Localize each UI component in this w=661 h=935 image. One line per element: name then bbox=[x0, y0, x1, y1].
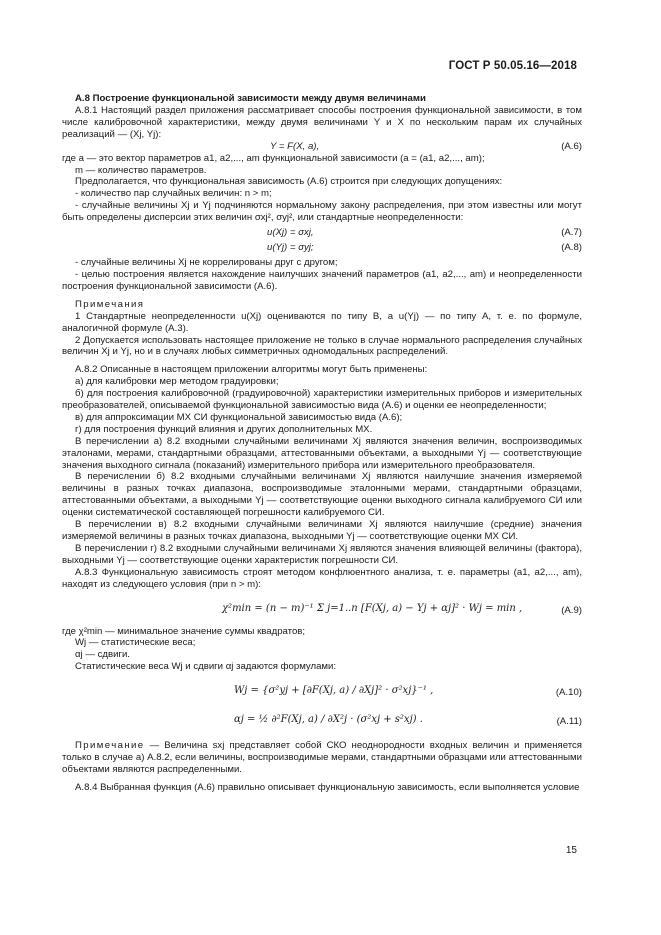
equation-a11-formula: αj = ½ ∂²F(Xj, a) / ∂X²j · (σ²xj + s²xj) . bbox=[234, 714, 423, 726]
equation-a6 bbox=[62, 141, 582, 153]
paragraph-chi: где χ²min — минимальное значение суммы квадратов; bbox=[62, 625, 306, 637]
single-note-label: Примечание bbox=[75, 740, 145, 752]
paragraph-shifts: αj — сдвиги. bbox=[75, 649, 130, 661]
note-1: 1 Стандартные неопределенности u(Xj) оцениваются по типу В, а u(Yj) — по типу А, т. е. по формуле, аналогичной формуле (А.3). bbox=[62, 310, 582, 334]
single-note bbox=[62, 740, 582, 776]
equation-a11-number: (А.11) bbox=[556, 716, 582, 728]
list-item-count: - количество пар случайных величин: n > m; bbox=[75, 188, 272, 200]
paragraph-weights: Wj — статистические веса; bbox=[75, 637, 196, 649]
list-item-goal: - целью построения является нахождение наилучших значений параметров (a1, a2,..., am) и неопределенности построения функциональной зависимости (А.6). bbox=[62, 268, 582, 292]
equation-a7 bbox=[62, 227, 582, 239]
notes-label: Примечания bbox=[75, 298, 145, 310]
document-id-header: ГОСТ Р 50.05.16—2018 bbox=[448, 60, 577, 72]
enumeration-b: В перечислении б) 8.2 входными случайными величинами Xj являются наилучшие значения измеряемой величины в разных точках диапазона, воспроизводимые эталонными мерами, стандартными образцами, аттестованными объектами, а выходными Yj — соответствующие оценки выходного сигнала калибруемого СИ или оценки систематической составляющей погрешности калибруемого СИ. bbox=[62, 471, 582, 519]
list-item-g: г) для построения функций влияния и других дополнительных МХ. bbox=[75, 423, 373, 435]
equation-a8-formula: u(Yj) = σyj; bbox=[267, 242, 314, 254]
list-item-uncorrelated: - случайные величины Xj не коррелированы друг с другом; bbox=[75, 257, 338, 269]
list-item-v: в) для аппроксимации МХ СИ функциональной зависимостью вида (А.6); bbox=[75, 411, 403, 423]
enumeration-g: В перечислении г) 8.2 входными случайными величинами Xj являются значения влияющей величины (фактора), выходными Yj — соответствующие оценки характеристик погрешности СИ. bbox=[62, 542, 582, 566]
paragraph-a81: А.8.1 Настоящий раздел приложения рассматривает способы построения функциональной зависимости, в том числе калибровочной характеристики, между двумя величинами Y и X по нескольким парам их случайных реализаций — (Xj, Yj): bbox=[62, 104, 582, 140]
equation-a9-formula: χ²min = (n − m)⁻¹ Σ j=1..n [F(Xj, a) − Yj + αj]² · Wj = min , bbox=[222, 602, 523, 614]
equation-a8 bbox=[62, 242, 582, 254]
section-title: А.8 Построение функциональной зависимости между двумя величинами bbox=[75, 93, 426, 104]
page-number: 15 bbox=[565, 845, 577, 856]
equation-a6-number: (А.6) bbox=[561, 140, 582, 152]
page-content bbox=[62, 93, 582, 794]
enumeration-v: В перечислении в) 8.2 входными случайными величинами Xj являются наилучшие (средние) значения измеряемой величины в разных точках диапазона, выходными Yj — соответствующие оценки МХ СИ. bbox=[62, 519, 582, 542]
paragraph-a82: А.8.2 Описанные в настоящем приложении алгоритмы могут быть применены: bbox=[75, 364, 428, 376]
equation-a10 bbox=[62, 679, 582, 705]
list-item-b: б) для построения калибровочной (градуировочной) характеристики измерительных приборов и измерительных преобразователей, описываемой функциональной зависимостью вида (А.6) и оценки ее неопределенности; bbox=[62, 388, 582, 412]
single-note-text: — Величина sxj представляет собой СКО неоднородности входных величин и применяется только в случае а) А.8.2, если величины, воспроизводимые мерами, стандартными образцами или аттестованными объектами являются распределенными. bbox=[62, 740, 582, 775]
paragraph-stat-formulas: Статистические веса Wj и сдвиги αj задаются формулами: bbox=[75, 661, 337, 673]
equation-a7-number: (А.7) bbox=[561, 227, 582, 239]
list-item-a: а) для калибровки мер методом градуировки; bbox=[75, 376, 279, 388]
equation-a10-formula: Wj = {σ²yj + [∂F(Xj, a) / ∂Xj]² · σ²xj}⁻¹ , bbox=[234, 685, 434, 697]
enumeration-a: В перечислении а) 8.2 входными случайными величинами Xj являются значения величин, воспроизводимых эталонами, мерами, стандартными образцами, аттестованными объектами, а выходными Yj — соответствующие значения выходного сигнала (показаний) измерительного прибора или измерительного преобразователя. bbox=[62, 435, 582, 471]
equation-a8-number: (А.8) bbox=[561, 242, 582, 254]
paragraph-where-a: где a — это вектор параметров a1, a2,..., am функциональной зависимости (a = (a1, a2,..., am); bbox=[62, 152, 485, 164]
paragraph-assumptions: Предполагается, что функциональная зависимость (А.6) строится при следующих допущениях: bbox=[75, 176, 503, 188]
equation-a6-formula: Y = F(X, a), bbox=[270, 140, 320, 152]
equation-a7-formula: u(Xj) = σxj, bbox=[267, 227, 314, 239]
note-2: 2 Допускается использовать настоящее приложение не только в случае нормального распределения случайных величин Xj и Yj, но и в случаях любых симметричных одномодальных распределений. bbox=[62, 334, 582, 358]
paragraph-a83: А.8.3 Функциональную зависимость строят методом конфлюентного анализа, т. е. параметры (a1, a2,..., am), находят из следующего условия (при n > m): bbox=[62, 566, 582, 590]
equation-a10-number: (А.10) bbox=[555, 687, 582, 699]
equation-a9-number: (А.9) bbox=[561, 604, 582, 616]
list-item-random: - случайные величины Xj и Yj подчиняются нормальному закону распределения, при этом известны или могут быть определены дисперсии этих величин σxj², σyj², или стандартные неопределенности: bbox=[62, 200, 582, 224]
equation-a11 bbox=[62, 708, 582, 734]
equation-a9 bbox=[62, 597, 582, 623]
paragraph-a84: А.8.4 Выбранная функция (А.6) правильно описывает функциональную зависимость, если выполняется условие bbox=[75, 781, 580, 793]
paragraph-m: m — количество параметров. bbox=[75, 164, 207, 176]
